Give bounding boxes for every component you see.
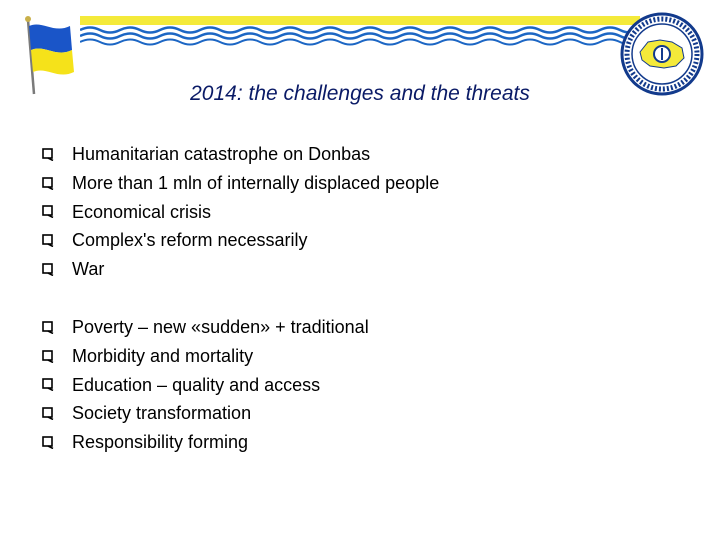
ukraine-flag-icon — [20, 14, 84, 98]
list-item — [42, 428, 369, 457]
slide-title: 2014: the challenges and the threats — [190, 82, 530, 105]
list-item — [42, 198, 439, 227]
square-bullet-icon — [42, 436, 54, 449]
list-item-text: Humanitarian catastrophe on Donbas — [72, 144, 371, 164]
square-bullet-icon — [42, 350, 54, 363]
challenges-list — [42, 140, 439, 284]
threats-list — [42, 313, 369, 457]
list-item-text: Morbidity and mortality — [72, 345, 254, 366]
list-item — [42, 313, 369, 342]
square-bullet-icon — [42, 407, 54, 420]
list-item-text: War — [72, 259, 105, 280]
round-seal-emblem-icon — [620, 12, 704, 96]
list-item-text: Society transformation — [72, 403, 252, 424]
square-bullet-icon — [42, 205, 54, 218]
list-item — [42, 226, 439, 255]
list-item-text: Education – quality and access — [72, 374, 321, 395]
list-item — [42, 399, 369, 428]
list-item-text: Complex's reform necessarily — [72, 230, 308, 251]
square-bullet-icon — [42, 321, 54, 334]
square-bullet-icon — [42, 148, 54, 161]
list-item — [42, 169, 439, 198]
list-item — [42, 342, 369, 371]
list-item-text: Responsibility forming — [72, 432, 249, 453]
square-bullet-icon — [42, 263, 54, 276]
list-item — [42, 255, 439, 284]
square-bullet-icon — [42, 177, 54, 190]
list-item-text: More than 1 mln of internally displaced people — [72, 172, 440, 193]
square-bullet-icon — [42, 378, 54, 391]
square-bullet-icon — [42, 234, 54, 247]
list-item-text: Economical crisis — [72, 201, 212, 222]
list-item — [42, 140, 439, 169]
decorative-wave-band — [80, 16, 640, 46]
list-item-text: Poverty – new «sudden» + traditional — [72, 317, 369, 337]
list-item — [42, 371, 369, 400]
